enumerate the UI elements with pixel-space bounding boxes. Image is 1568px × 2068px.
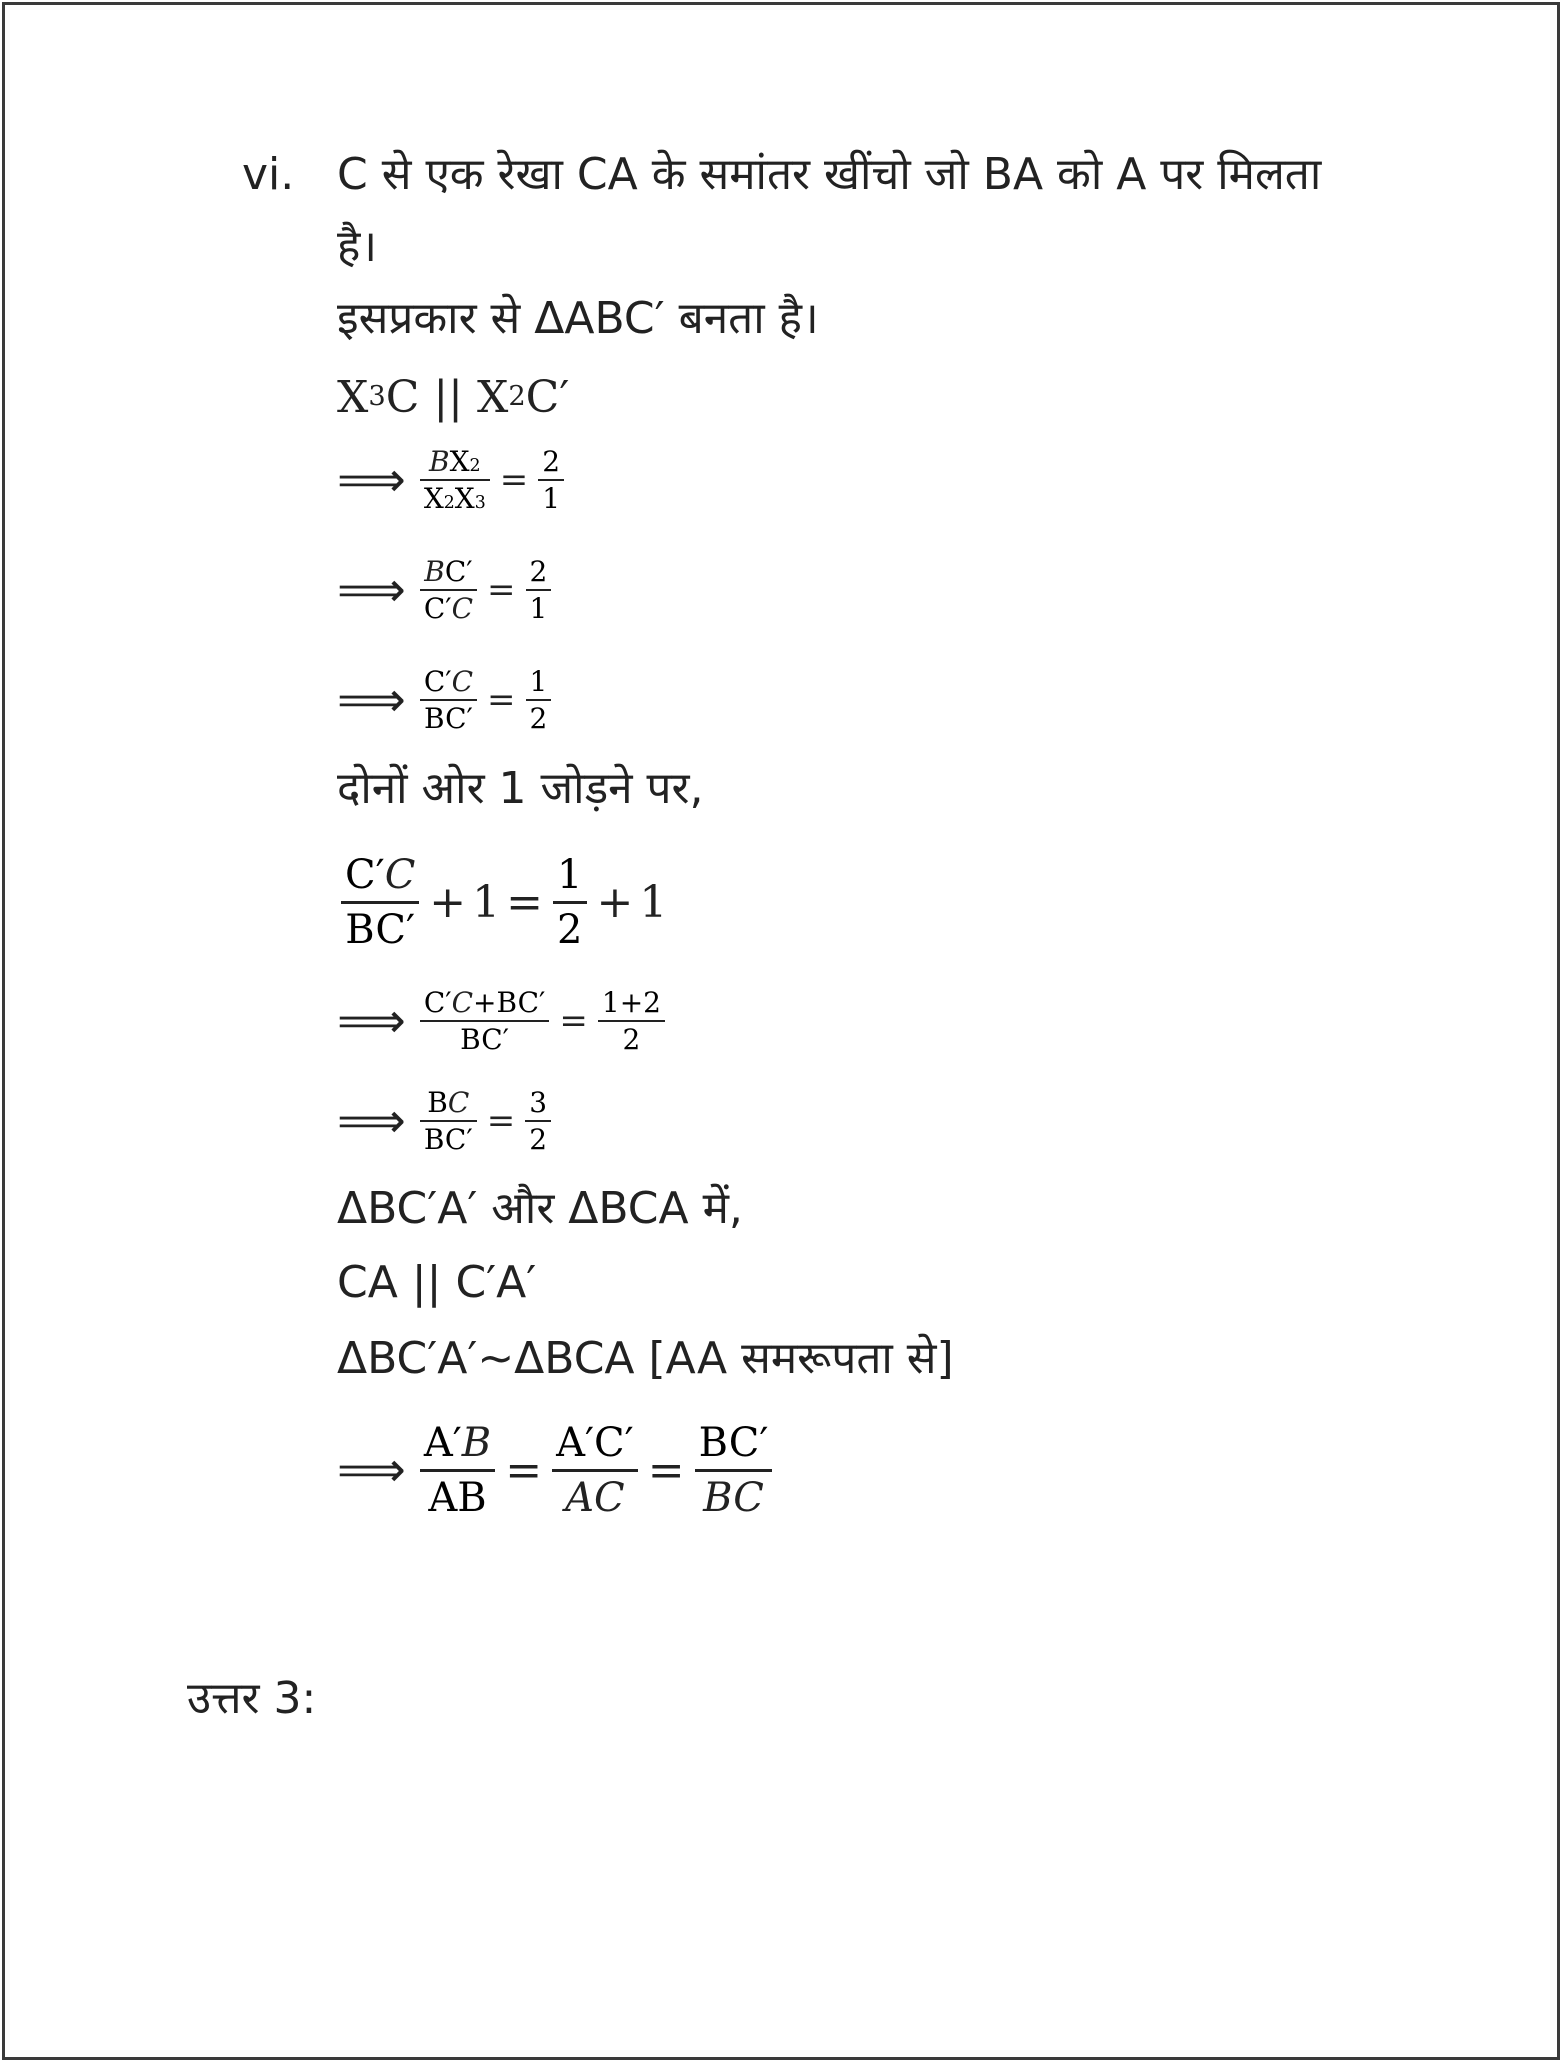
numerator-bc-prime: BC′ xyxy=(698,1419,769,1466)
triangles-statement: ΔBC′A′ और ΔBCA में, xyxy=(337,1183,743,1234)
denominator-bc: BC xyxy=(703,1474,764,1521)
fraction-ab-prime-over-ab xyxy=(420,1417,495,1524)
fraction-bc-over-cc xyxy=(420,554,477,626)
add-one-both-sides-text: दोनों ओर 1 जोड़ने पर, xyxy=(337,763,704,814)
equation-2 xyxy=(337,545,555,635)
document-page xyxy=(2,2,1560,2060)
fraction-denominator: 2 xyxy=(529,702,548,735)
numerator-c: C xyxy=(451,986,474,1019)
equation-3 xyxy=(337,655,555,745)
x3-symbol: X xyxy=(337,371,369,423)
construction-step-text: C से एक रेखा CA के समांतर खींचो जो BA को A पर मिलता xyxy=(337,149,1322,200)
equals-sign: = xyxy=(506,877,544,928)
numerator-c: C xyxy=(384,852,416,898)
fraction-numerator: 2 xyxy=(542,445,561,478)
fraction-denominator: 1 xyxy=(529,592,548,625)
fraction-2-over-1 xyxy=(538,444,564,516)
fraction-cc-over-bc xyxy=(420,664,477,736)
equation-1 xyxy=(337,435,568,525)
denominator-ab: AB xyxy=(428,1474,487,1521)
numerator-c-prime: C′ xyxy=(345,852,385,898)
numerator-b: B xyxy=(424,555,445,588)
parallel-sign: || xyxy=(419,371,477,423)
plus-sign-2: + xyxy=(596,877,634,928)
fraction-denominator: 2 xyxy=(622,1023,641,1056)
fraction-1-over-2-large xyxy=(553,849,586,956)
denominator-c: C xyxy=(451,592,474,625)
numerator-c-prime: C′ xyxy=(423,665,452,698)
fraction-numerator: 2 xyxy=(529,555,548,588)
equals-sign: = xyxy=(486,1101,516,1141)
implies-arrow: ⟹ xyxy=(337,993,406,1049)
numerator-b: B xyxy=(429,445,450,478)
denominator-x3: X xyxy=(454,482,475,515)
numerator-c-prime: C′ xyxy=(423,986,452,1019)
x2-tail: C′ xyxy=(525,371,570,423)
plus-sign: + xyxy=(429,877,467,928)
implies-arrow: ⟹ xyxy=(337,562,406,618)
fraction-1plus2-over-2 xyxy=(598,985,665,1057)
equals-sign: = xyxy=(559,1001,588,1041)
fraction-cc-plus-bc-over-bc xyxy=(420,985,550,1057)
x2-symbol: X xyxy=(476,371,509,423)
equation-7 xyxy=(337,1405,776,1535)
item-marker: vi. xyxy=(242,149,295,200)
similarity-statement: ΔBC′A′~ΔBCA [AA समरूपता से] xyxy=(337,1333,954,1384)
fraction-numerator: 3 xyxy=(529,1086,548,1119)
fraction-bc-prime-over-bc xyxy=(695,1417,773,1524)
numerator-a-prime-c-prime: A′C′ xyxy=(556,1419,634,1466)
answer-label: उत्तर 3: xyxy=(187,1673,317,1724)
equation-5 xyxy=(337,975,669,1067)
fraction-2-over-1 xyxy=(526,554,552,626)
construction-step-text-continued: है। xyxy=(337,221,378,272)
one: 1 xyxy=(472,877,501,928)
denominator-bc-prime: BC′ xyxy=(423,702,473,735)
equals-sign: = xyxy=(499,460,529,500)
implies-arrow: ⟹ xyxy=(337,452,406,508)
one-2: 1 xyxy=(639,877,668,928)
fraction-1-over-2 xyxy=(526,664,552,736)
equals-sign: = xyxy=(487,570,516,610)
fraction-denominator: 1 xyxy=(542,482,561,515)
equals-sign-2: = xyxy=(647,1444,685,1496)
fraction-3-over-2 xyxy=(525,1085,551,1157)
implies-arrow: ⟹ xyxy=(337,1093,406,1149)
parallel-statement-2: CA || C′A′ xyxy=(337,1257,537,1308)
equation-6 xyxy=(337,1075,555,1167)
numerator-c: C xyxy=(451,665,474,698)
fraction-numerator: 1 xyxy=(529,665,548,698)
fraction-cc-over-bc-large xyxy=(341,849,419,956)
implies-arrow: ⟹ xyxy=(337,672,406,728)
numerator-a-prime: A′ xyxy=(423,1419,462,1466)
implies-arrow: ⟹ xyxy=(337,1442,406,1498)
fraction-numerator: 1+2 xyxy=(601,986,661,1019)
fraction-ac-prime-over-ac xyxy=(552,1417,638,1524)
equation-4 xyxy=(337,840,667,965)
denominator-bc-prime: BC′ xyxy=(423,1123,473,1156)
parallel-statement-1: X 3 C || X 2 C′ xyxy=(337,371,570,423)
equals-sign: = xyxy=(487,680,516,720)
denominator-c-prime: C′ xyxy=(423,592,452,625)
x3-tail: C xyxy=(385,371,420,423)
denominator-bc-prime: BC′ xyxy=(460,1023,510,1056)
numerator-b: B xyxy=(461,1419,492,1466)
triangle-formed-text: इसप्रकार से ΔABC′ बनता है। xyxy=(337,293,819,344)
fraction-denominator: 2 xyxy=(557,907,583,953)
denominator-ac: AC xyxy=(565,1474,625,1521)
equals-sign-1: = xyxy=(505,1444,543,1496)
numerator-c: C xyxy=(447,1086,470,1119)
denominator-bc-prime: BC′ xyxy=(345,907,416,953)
fraction-bx2-over-x2x3: B X 2 X 2 X 3 xyxy=(420,444,490,516)
numerator-b: B xyxy=(427,1086,448,1119)
fraction-numerator: 1 xyxy=(557,852,583,898)
fraction-bc-over-bc-prime xyxy=(420,1085,477,1157)
numerator-c-prime: C′ xyxy=(444,555,473,588)
numerator-plus-bc-prime: +BC′ xyxy=(473,986,546,1019)
fraction-denominator: 2 xyxy=(529,1123,548,1156)
denominator-x2: X xyxy=(423,482,444,515)
numerator-x: X xyxy=(449,445,470,478)
